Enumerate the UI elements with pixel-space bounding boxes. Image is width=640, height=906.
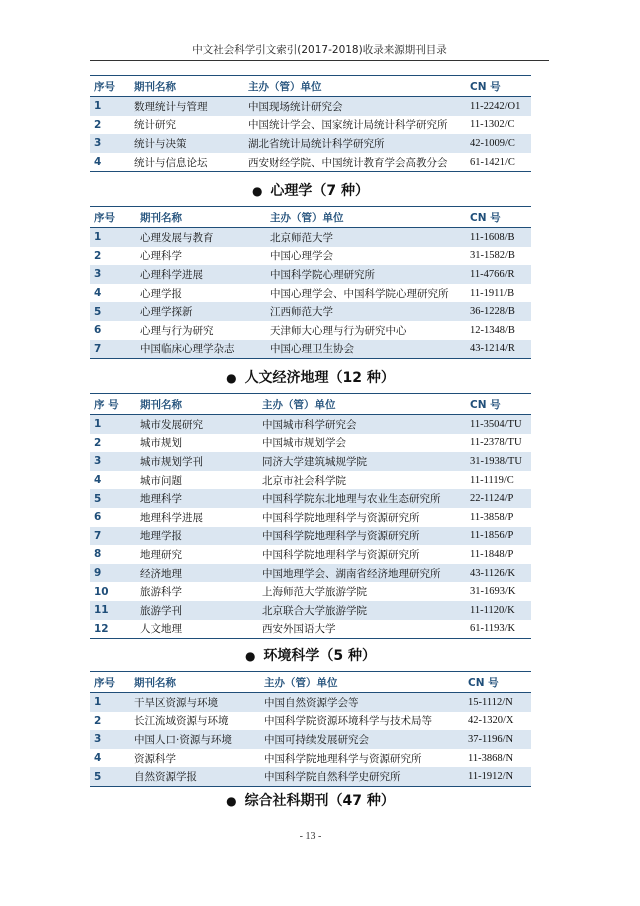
cell-sponsor: 北京师范大学 bbox=[266, 228, 466, 247]
cell-name: 干旱区资源与环境 bbox=[130, 693, 260, 712]
journal-table-block bbox=[90, 393, 531, 639]
table-row bbox=[90, 545, 531, 564]
cell-sponsor: 中国科学院心理研究所 bbox=[266, 265, 466, 284]
cell-cn: 11-1119/C bbox=[470, 474, 514, 486]
table-row bbox=[90, 284, 531, 303]
table-row bbox=[90, 749, 531, 768]
cell-cn: 31-1693/K bbox=[470, 586, 516, 598]
cell-seq: 2 bbox=[94, 436, 102, 449]
cell-name: 城市问题 bbox=[140, 474, 182, 487]
cell-sponsor: 湖北省统计局统计科学研究所 bbox=[244, 134, 466, 153]
cell-seq: 2 bbox=[94, 118, 102, 131]
cell-name: 中国临床心理学杂志 bbox=[136, 340, 266, 359]
table-row bbox=[90, 97, 531, 116]
cell-name: 心理科学进展 bbox=[136, 265, 266, 284]
cell-seq: 10 bbox=[94, 585, 109, 598]
table-header-row bbox=[90, 394, 531, 415]
column-header-seq: 序 号 bbox=[94, 398, 119, 411]
table-row bbox=[90, 730, 531, 749]
journal-table-block bbox=[90, 75, 531, 172]
section-title-psychology bbox=[90, 180, 531, 200]
table-row bbox=[90, 489, 531, 508]
cell-sponsor: 中国可持续发展研究会 bbox=[260, 730, 464, 749]
cell-cn: 43-1214/R bbox=[466, 340, 531, 359]
table-row bbox=[90, 321, 531, 340]
cell-seq: 6 bbox=[94, 511, 102, 524]
cell-sponsor: 天津师大心理与行为研究中心 bbox=[270, 324, 407, 337]
cell-seq: 4 bbox=[94, 287, 102, 300]
cell-seq: 3 bbox=[90, 452, 136, 471]
cell-sponsor: 中国城市规划学会 bbox=[262, 437, 346, 450]
cell-seq: 6 bbox=[94, 324, 102, 337]
cell-cn: 42-1320/X bbox=[468, 715, 514, 727]
journal-table bbox=[90, 393, 531, 639]
cell-cn: 31-1582/B bbox=[470, 250, 515, 262]
page-number: - 13 - bbox=[299, 831, 322, 842]
cell-name: 城市规划学刊 bbox=[136, 452, 258, 471]
cell-cn: 11-2378/TU bbox=[470, 437, 522, 449]
journal-table bbox=[90, 671, 531, 787]
cell-cn: 11-3504/TU bbox=[466, 415, 531, 434]
running-header: 中文社会科学引文索引(2017-2018)收录来源期刊目录 bbox=[192, 44, 447, 56]
column-header-seq: 序号 bbox=[94, 80, 115, 93]
table-row bbox=[90, 508, 531, 527]
cell-cn: 11-1848/P bbox=[470, 548, 514, 560]
column-header-name: 期刊名称 bbox=[140, 398, 182, 411]
cell-cn: 61-1421/C bbox=[470, 156, 515, 168]
cell-seq: 3 bbox=[90, 265, 136, 284]
cell-name: 城市发展研究 bbox=[136, 415, 258, 434]
cell-seq: 3 bbox=[90, 134, 130, 153]
cell-name: 中国人口·资源与环境 bbox=[130, 730, 260, 749]
table-row bbox=[90, 767, 531, 786]
cell-cn: 11-3868/N bbox=[468, 752, 514, 764]
table-row bbox=[90, 265, 531, 284]
table-row bbox=[90, 247, 531, 266]
table-row bbox=[90, 302, 531, 321]
table-row bbox=[90, 582, 531, 601]
cell-seq: 1 bbox=[90, 415, 136, 434]
cell-name: 地理科学 bbox=[136, 489, 258, 508]
cell-cn: 11-1120/K bbox=[466, 601, 531, 620]
cell-name: 地理学报 bbox=[136, 527, 258, 546]
column-header-sponsor: 主办（管）单位 bbox=[264, 676, 338, 689]
table-header-row bbox=[90, 207, 531, 228]
table-row bbox=[90, 134, 531, 153]
column-header-cn: CN 号 bbox=[470, 211, 501, 224]
cell-seq: 2 bbox=[94, 714, 102, 727]
column-header-sponsor: 主办（管）单位 bbox=[248, 80, 322, 93]
cell-seq: 1 bbox=[90, 228, 136, 247]
cell-sponsor: 中国科学院地理科学与资源研究所 bbox=[262, 548, 420, 561]
cell-sponsor: 中国科学院东北地理与农业生态研究所 bbox=[258, 489, 466, 508]
cell-cn: 11-2242/O1 bbox=[466, 97, 531, 116]
cell-cn: 31-1938/TU bbox=[466, 452, 531, 471]
table-row bbox=[90, 153, 531, 172]
cell-seq: 3 bbox=[90, 730, 130, 749]
cell-name: 统计研究 bbox=[134, 119, 176, 132]
cell-name: 心理科学 bbox=[140, 250, 182, 263]
table-row bbox=[90, 527, 531, 546]
column-header-name: 期刊名称 bbox=[134, 676, 176, 689]
section-title-environmental-science bbox=[90, 645, 531, 665]
cell-cn: 11-3858/P bbox=[470, 511, 514, 523]
cell-seq: 1 bbox=[90, 97, 130, 116]
cell-sponsor: 中国科学院地理科学与资源研究所 bbox=[264, 752, 422, 765]
cell-name: 心理与行为研究 bbox=[140, 324, 214, 337]
cell-sponsor: 江西师范大学 bbox=[266, 302, 466, 321]
table-header-row bbox=[90, 76, 531, 97]
cell-sponsor: 西安财经学院、中国统计教育学会高教分会 bbox=[248, 156, 448, 169]
table-row bbox=[90, 471, 531, 490]
header-rule bbox=[90, 60, 549, 61]
cell-seq: 1 bbox=[90, 693, 130, 712]
cell-seq: 4 bbox=[94, 474, 102, 487]
cell-cn: 12-1348/B bbox=[470, 324, 515, 336]
cell-name: 统计与决策 bbox=[130, 134, 244, 153]
cell-cn: 37-1196/N bbox=[464, 730, 531, 749]
cell-sponsor: 中国城市科学研究会 bbox=[258, 415, 466, 434]
cell-cn: 11-1302/C bbox=[470, 119, 515, 131]
table-row bbox=[90, 434, 531, 453]
cell-cn: 61-1193/K bbox=[470, 623, 516, 635]
cell-sponsor: 上海师范大学旅游学院 bbox=[262, 586, 367, 599]
section-title-text: 综合社科期刊（47 种） bbox=[244, 793, 395, 809]
column-header-seq: 序号 bbox=[94, 676, 115, 689]
cell-name: 统计与信息论坛 bbox=[134, 156, 208, 169]
column-header-sponsor: 主办（管）单位 bbox=[262, 398, 336, 411]
cell-cn: 43-1126/K bbox=[466, 564, 531, 583]
cell-name: 心理学报 bbox=[140, 287, 182, 300]
cell-sponsor: 北京联合大学旅游学院 bbox=[258, 601, 466, 620]
cell-cn: 42-1009/C bbox=[466, 134, 531, 153]
cell-cn: 11-1856/P bbox=[466, 527, 531, 546]
table-row bbox=[90, 415, 531, 434]
cell-seq: 8 bbox=[94, 548, 102, 561]
column-header-cn: CN 号 bbox=[470, 398, 501, 411]
cell-cn: 15-1112/N bbox=[464, 693, 531, 712]
cell-cn: 11-1911/B bbox=[470, 287, 515, 299]
cell-sponsor: 中国自然资源学会等 bbox=[260, 693, 464, 712]
cell-seq: 5 bbox=[90, 767, 130, 786]
cell-sponsor: 同济大学建筑城规学院 bbox=[258, 452, 466, 471]
cell-sponsor: 中国统计学会、国家统计局统计科学研究所 bbox=[248, 119, 448, 132]
cell-name: 数理统计与管理 bbox=[130, 97, 244, 116]
cell-cn: 36-1228/B bbox=[466, 302, 531, 321]
column-header-name: 期刊名称 bbox=[140, 211, 182, 224]
cell-seq: 2 bbox=[94, 249, 102, 262]
table-header-row bbox=[90, 672, 531, 693]
bullet-icon: ● bbox=[244, 649, 256, 663]
section-title-text: 心理学（7 种） bbox=[270, 183, 370, 199]
cell-sponsor: 中国心理学会、中国科学院心理研究所 bbox=[270, 287, 449, 300]
cell-seq: 7 bbox=[90, 527, 136, 546]
journal-table-block bbox=[90, 671, 531, 787]
cell-seq: 5 bbox=[90, 489, 136, 508]
table-row bbox=[90, 620, 531, 639]
cell-cn: 11-1912/N bbox=[464, 767, 531, 786]
section-title-text: 环境科学（5 种） bbox=[263, 648, 377, 664]
cell-seq: 12 bbox=[94, 622, 109, 635]
cell-seq: 11 bbox=[90, 601, 136, 620]
cell-seq: 5 bbox=[90, 302, 136, 321]
table-row bbox=[90, 712, 531, 731]
cell-cn: 11-1608/B bbox=[466, 228, 531, 247]
cell-name: 自然资源学报 bbox=[130, 767, 260, 786]
cell-name: 经济地理 bbox=[136, 564, 258, 583]
cell-sponsor: 中国科学院地理科学与资源研究所 bbox=[258, 527, 466, 546]
section-title-human-economic-geography bbox=[90, 367, 531, 387]
column-header-name: 期刊名称 bbox=[134, 80, 176, 93]
bullet-icon: ● bbox=[226, 794, 237, 808]
table-row bbox=[90, 452, 531, 471]
cell-name: 旅游科学 bbox=[140, 586, 182, 599]
section-title-comprehensive bbox=[90, 790, 531, 810]
bullet-icon: ● bbox=[226, 371, 237, 385]
cell-sponsor: 北京市社会科学院 bbox=[262, 474, 346, 487]
table-row bbox=[90, 693, 531, 712]
cell-cn: 22-1124/P bbox=[466, 489, 531, 508]
cell-name: 心理发展与教育 bbox=[136, 228, 266, 247]
table-row bbox=[90, 116, 531, 135]
journal-table bbox=[90, 206, 531, 359]
journal-table bbox=[90, 75, 531, 172]
table-row bbox=[90, 564, 531, 583]
cell-sponsor: 中国科学院资源环境科学与技术局等 bbox=[264, 715, 432, 728]
column-header-cn: CN 号 bbox=[468, 676, 499, 689]
cell-name: 资源科学 bbox=[134, 752, 176, 765]
cell-name: 心理学探新 bbox=[136, 302, 266, 321]
column-header-seq: 序号 bbox=[94, 211, 115, 224]
cell-sponsor: 西安外国语大学 bbox=[262, 623, 336, 636]
cell-seq: 9 bbox=[90, 564, 136, 583]
journal-table-block bbox=[90, 206, 531, 359]
cell-seq: 4 bbox=[94, 156, 102, 169]
cell-seq: 7 bbox=[90, 340, 136, 359]
table-row bbox=[90, 228, 531, 247]
cell-name: 城市规划 bbox=[140, 437, 182, 450]
column-header-cn: CN 号 bbox=[470, 80, 501, 93]
cell-name: 地理研究 bbox=[140, 548, 182, 561]
cell-name: 长江流域资源与环境 bbox=[134, 715, 229, 728]
cell-cn: 11-4766/R bbox=[466, 265, 531, 284]
column-header-sponsor: 主办（管）单位 bbox=[270, 211, 344, 224]
table-row bbox=[90, 601, 531, 620]
cell-sponsor: 中国现场统计研究会 bbox=[244, 97, 466, 116]
cell-sponsor: 中国心理学会 bbox=[270, 250, 333, 263]
bullet-icon: ● bbox=[251, 184, 263, 198]
table-row bbox=[90, 340, 531, 359]
section-title-text: 人文经济地理（12 种） bbox=[244, 370, 395, 386]
cell-sponsor: 中国科学院自然科学史研究所 bbox=[260, 767, 464, 786]
cell-name: 旅游学刊 bbox=[136, 601, 258, 620]
cell-seq: 4 bbox=[94, 752, 102, 765]
cell-name: 地理科学进展 bbox=[140, 511, 203, 524]
cell-name: 人文地理 bbox=[140, 623, 182, 636]
cell-sponsor: 中国心理卫生协会 bbox=[266, 340, 466, 359]
cell-sponsor: 中国科学院地理科学与资源研究所 bbox=[262, 511, 420, 524]
cell-sponsor: 中国地理学会、湖南省经济地理研究所 bbox=[258, 564, 466, 583]
